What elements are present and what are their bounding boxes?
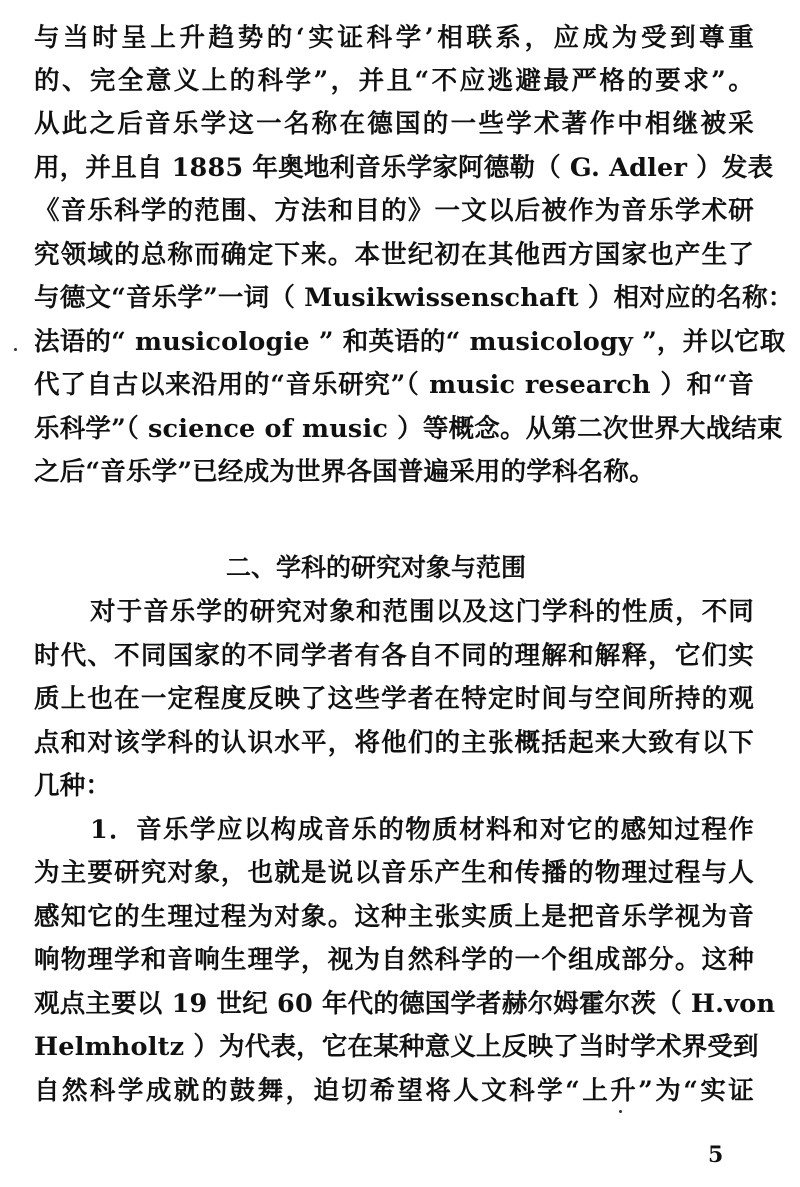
scan-speck	[14, 348, 17, 351]
text-line: 乐科学”（ science of music ）等概念。从第二次世界大战结束	[34, 414, 783, 444]
text-line: 感知它的生理过程为对象。这种主张实质上是把音乐学视为音	[34, 902, 754, 932]
text-line: 为主要研究对象，也就是说以音乐产生和传播的物理过程与人	[34, 858, 754, 888]
text-line: 从此之后音乐学这一名称在德国的一些学术著作中相继被采	[34, 109, 754, 139]
text-line: Helmholtz ）为代表，它在某种意义上反映了当时学术界受到	[34, 1032, 759, 1062]
section-heading: 二、学科的研究对象与范围	[226, 553, 527, 582]
text-line: 之后“音乐学”已经成为世界各国普遍采用的学科名称。	[34, 457, 655, 487]
text-line: 1．音乐学应以构成音乐的物质材料和对它的感知过程作	[90, 815, 754, 845]
text-line: 质上也在一定程度反映了这些学者在特定时间与空间所持的观	[34, 684, 754, 714]
text-line: 代了自古以来沿用的“音乐研究”（ music research ）和“音	[34, 370, 754, 400]
text-line: 究领域的总称而确定下来。本世纪初在其他西方国家也产生了	[34, 240, 754, 270]
text-line: 法语的“ musicologie ” 和英语的“ musicology ”，并以它取	[34, 327, 786, 357]
text-line: 的、完全意义上的科学”，并且“不应逃避最严格的要求”。	[34, 66, 754, 96]
text-line: 与当时呈上升趋势的‘实证科学’相联系，应成为受到尊重	[34, 23, 754, 53]
text-line: 用，并且自 1885 年奥地利音乐学家阿德勒（ G. Adler ）发表	[34, 153, 774, 183]
text-line: 响物理学和音响生理学，视为自然科学的一个组成部分。这种	[34, 945, 754, 975]
text-line: 自然科学成就的鼓舞，迫切希望将人文科学“上升”为“实证	[34, 1076, 754, 1106]
text-line: 时代、不同国家的不同学者有各自不同的理解和解释，它们实	[34, 641, 754, 671]
text-line: 《音乐科学的范围、方法和目的》一文以后被作为音乐学术研	[34, 196, 754, 226]
text-line: 点和对该学科的认识水平，将他们的主张概括起来大致有以下	[34, 728, 754, 758]
text-line: 与德文“音乐学”一词（ Musikwissenschaft ）相对应的名称：	[34, 283, 794, 313]
text-line: 观点主要以 19 世纪 60 年代的德国学者赫尔姆霍尔茨（ H.von	[34, 989, 776, 1019]
text-line: 对于音乐学的研究对象和范围以及这门学科的性质，不同	[90, 597, 754, 627]
scan-speck	[619, 1110, 622, 1113]
text-line: 几种：	[34, 771, 112, 801]
page-number: 5	[708, 1142, 724, 1168]
